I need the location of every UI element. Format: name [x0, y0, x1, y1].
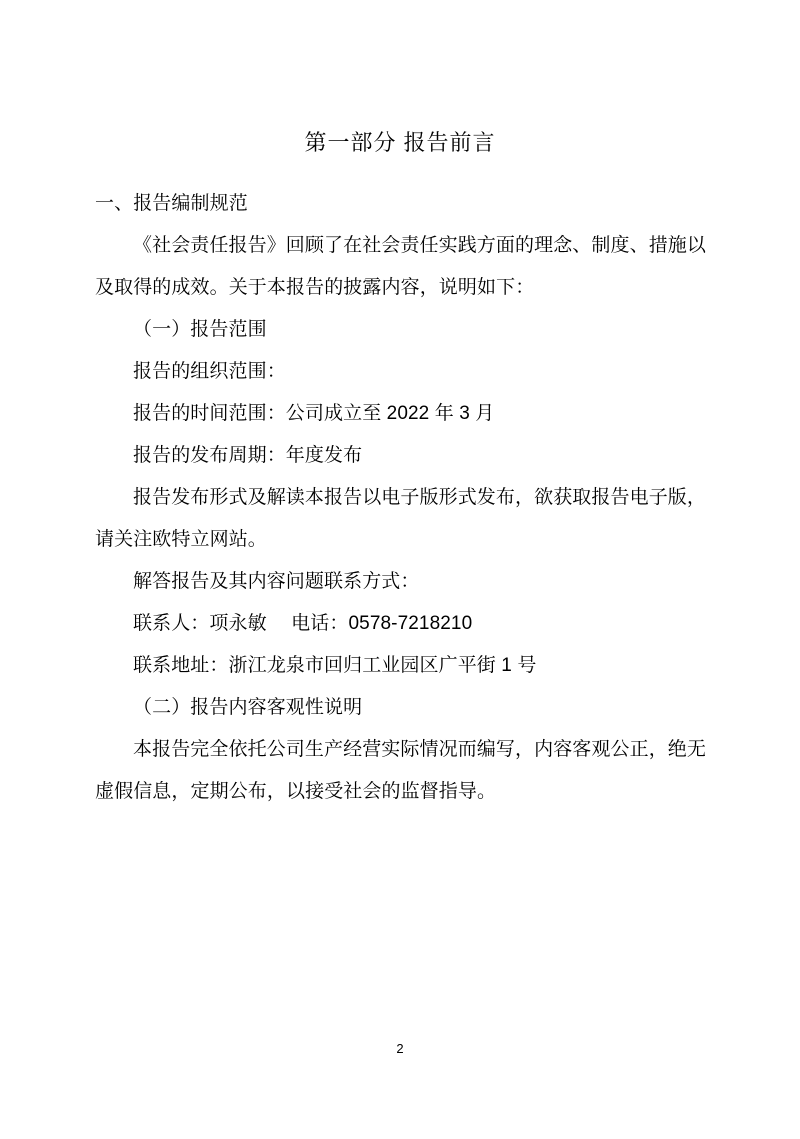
- text-line: 报告发布形式及解读本报告以电子版形式发布，欲获取报告电子版，: [133, 487, 707, 508]
- page-number: 2: [396, 1041, 404, 1056]
- text-line: 本报告完全依托公司生产经营实际情况而编写，内容客观公正，绝无: [133, 739, 707, 760]
- text-line: 请关注欧特立网站。: [95, 529, 267, 550]
- text-line: 报告的组织范围：: [133, 361, 286, 382]
- text-line: 报告的发布周期：年度发布: [133, 445, 363, 466]
- text-line: 联系人：项永敏 电话：0578-7218210: [133, 613, 473, 634]
- text-line: 一、报告编制规范: [95, 193, 248, 214]
- text-line: （一）报告范围: [133, 319, 267, 340]
- text-line: （二）报告内容客观性说明: [133, 697, 363, 718]
- text-line: 联系地址：浙江龙泉市回归工业园区广平街 1 号: [133, 655, 537, 676]
- document-body: [0, 183, 800, 813]
- page-title: 第一部分 报告前言: [304, 130, 496, 155]
- text-line: 及取得的成效。关于本报告的披露内容，说明如下：: [95, 277, 535, 298]
- text-line: 解答报告及其内容问题联系方式：: [133, 571, 420, 592]
- text-line: 报告的时间范围：公司成立至 2022 年 3 月: [133, 403, 495, 424]
- text-line: 《社会责任报告》回顾了在社会责任实践方面的理念、制度、措施以: [133, 235, 707, 256]
- text-line: 虚假信息，定期公布，以接受社会的监督指导。: [95, 781, 497, 802]
